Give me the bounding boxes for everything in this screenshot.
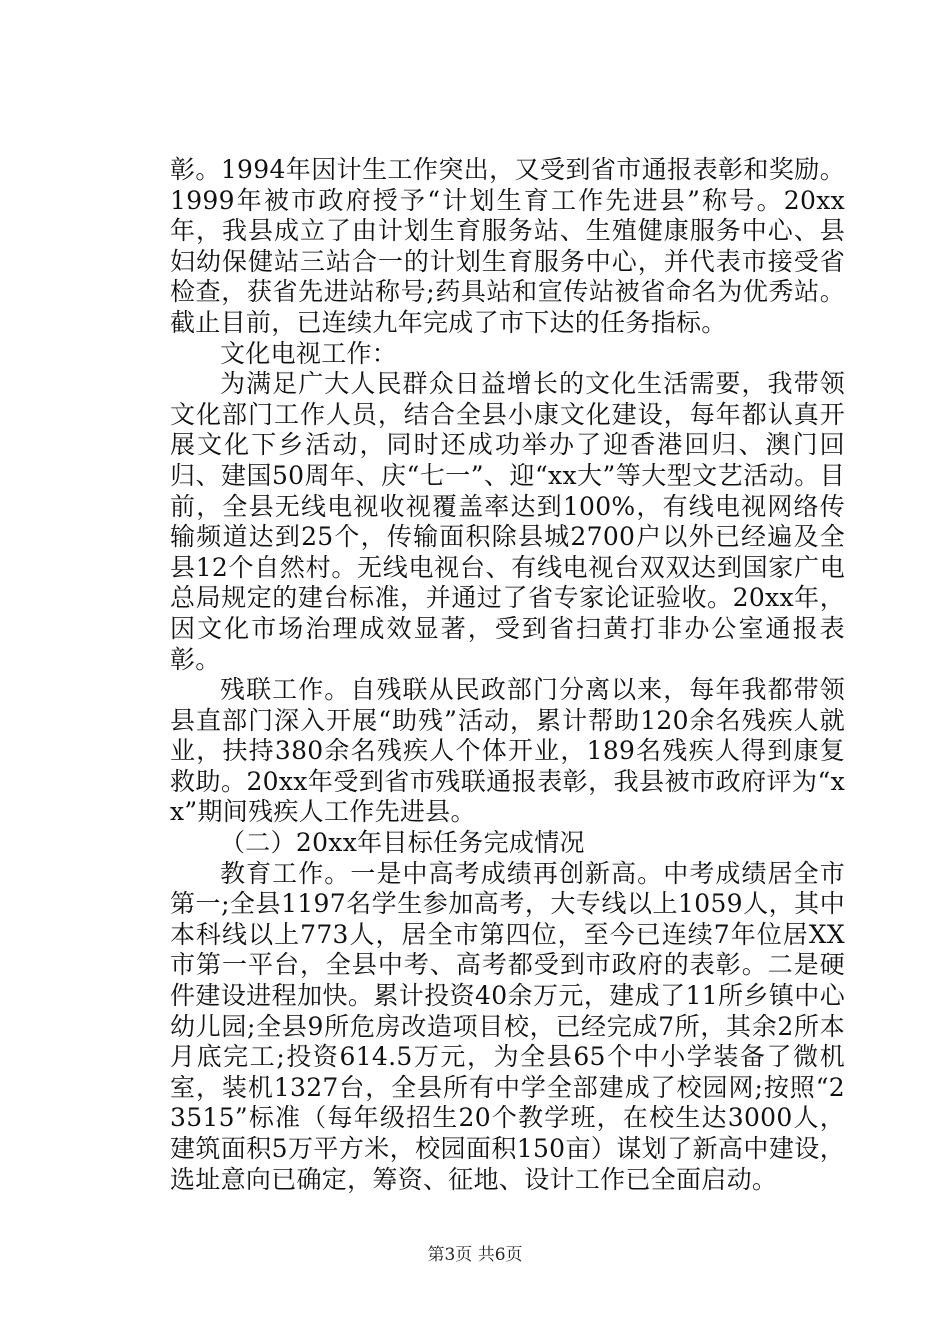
page-footer: 第3页 共6页 [427,1245,523,1265]
paragraph-disabled-federation: 残联工作。自残联从民政部门分离以来，每年我都带领县直部门深入开展“助残”活动，累计帮助120余名残疾人就业，扶持380余名残疾人个体开业，189名残疾人得到康复救助。20xx年受到省市残联通报表彰，我县被市政府评为“xx”期间残疾人工作先进县。 [170,675,845,827]
document-body [170,155,845,1195]
paragraph-education: 教育工作。一是中高考成绩再创新高。中考成绩居全市第一;全县1197名学生参加高考，大专线以上1059人，其中本科线以上773人，居全市第四位，至今已连续7年位居XX市第一平台，全县中考、高考都受到市政府的表彰。二是硬件建设进程加快。累计投资40余万元，建成了11所乡镇中心幼儿园;全县9所危房改造项目校，已经完成7所，其余2所本月底完工;投资614.5万元，为全县65个中小学装备了微机室，装机1327台，全县所有中学全部建成了校园网;按照“23515”标准（每年级招生20个教学班，在校生达3000人，建筑面积5万平方米，校园面积150亩）谋划了新高中建设，选址意向已确定，筹资、征地、设计工作已全面启动。 [170,858,845,1194]
heading-culture-tv-work: 文化电视工作： [220,338,398,368]
section-heading-targets: （二）20xx年目标任务完成情况 [220,828,585,858]
paragraph-family-planning-continued: 彰。1994年因计生工作突出，又受到省市通报表彰和奖励。1999年被市政府授予“计划生育工作先进县”称号。20xx年，我县成立了由计划生育服务站、生殖健康服务中心、县妇幼保健站三站合一的计划生育服务中心，并代表市接受省检查，获省先进站称号;药具站和宣传站被省命名为优秀站。截止目前，已连续九年完成了市下达的任务指标。 [170,155,845,337]
paragraph-culture-tv: 为满足广大人民群众日益增长的文化生活需要，我带领文化部门工作人员，结合全县小康文化建设，每年都认真开展文化下乡活动，同时还成功举办了迎香港回归、澳门回归、建国50周年、庆“七一”、迎“xx大”等大型文艺活动。目前，全县无线电视收视覆盖率达到100%，有线电视网络传输频道达到25个，传输面积除县城2700户以外已经遍及全县12个自然村。无线电视台、有线电视台双双达到国家广电总局规定的建台标准，并通过了省专家论证验收。20xx年，因文化市场治理成效显著，受到省扫黄打非办公室通报表彰。 [170,369,845,674]
